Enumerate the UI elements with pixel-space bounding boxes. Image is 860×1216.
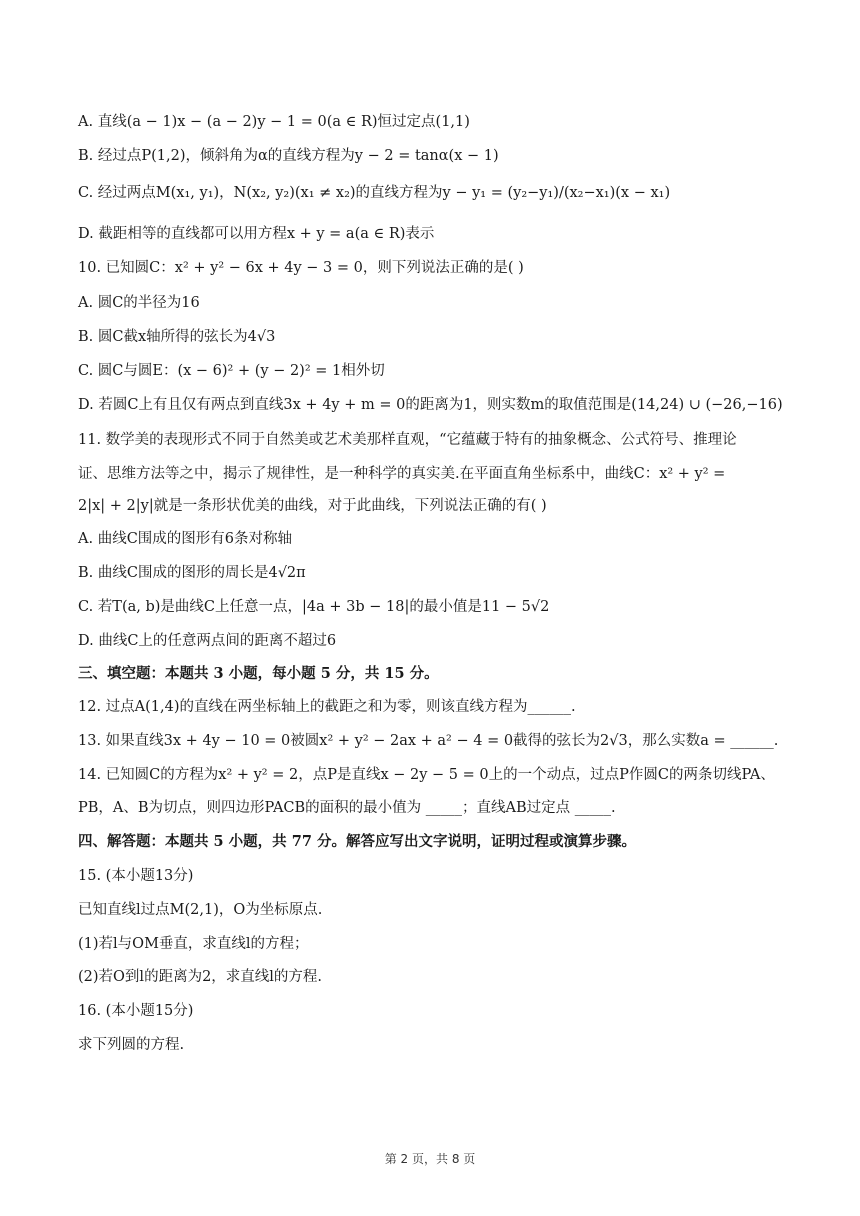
option-10b: B. 圆C截x轴所得的弦长为4√3: [78, 329, 276, 345]
question-13: 13. 如果直线3x + 4y − 10 = 0被圆x² + y² − 2ax + a² − 4 = 0截得的弦长为2√3，那么实数a = ______.: [78, 733, 779, 749]
question-10: 10. 已知圆C：x² + y² − 6x + 4y − 3 = 0，则下列说法正确的是( ): [78, 260, 524, 276]
question-15-part-1: (1)若l与OM垂直，求直线l的方程；: [78, 936, 309, 952]
option-10a: A. 圆C的半径为16: [78, 295, 200, 311]
question-11-line-2: 证、思维方法等之中，揭示了规律性，是一种科学的真实美.在平面直角坐标系中，曲线C：x² + y² =: [78, 466, 726, 482]
question-14-line-2: PB，A、B为切点，则四边形PACB的面积的最小值为 _____；直线AB过定点 _____.: [78, 800, 616, 816]
question-15-stem: 已知直线l过点M(2,1)，O为坐标原点.: [78, 902, 323, 918]
section-4-heading: 四、解答题：本题共 5 小题，共 77 分。解答应写出文字说明，证明过程或演算步骤。: [78, 833, 636, 850]
option-9a: A. 直线(a − 1)x − (a − 2)y − 1 = 0(a ∈ R)恒过定点(1,1): [78, 114, 470, 130]
option-11a: A. 曲线C围成的图形有6条对称轴: [78, 531, 293, 547]
question-15-part-2: (2)若O到l的距离为2，求直线l的方程.: [78, 969, 323, 985]
option-11b: B. 曲线C围成的图形的周长是4√2π: [78, 565, 306, 581]
question-16-stem: 求下列圆的方程.: [78, 1037, 185, 1053]
question-11-line-3: 2|x| + 2|y|就是一条形状优美的曲线，对于此曲线，下列说法正确的有( ): [78, 498, 547, 514]
option-10c: C. 圆C与圆E：(x − 6)² + (y − 2)² = 1相外切: [78, 363, 385, 379]
question-15-title: 15. (本小题13分): [78, 868, 194, 884]
question-14-line-1: 14. 已知圆C的方程为x² + y² = 2，点P是直线x − 2y − 5 = 0上的一个动点，过点P作圆C的两条切线PA、: [78, 767, 775, 783]
option-9b: B. 经过点P(1,2)，倾斜角为α的直线方程为y − 2 = tanα(x − 1): [78, 148, 499, 164]
question-16-title: 16. (本小题15分): [78, 1003, 194, 1019]
question-12: 12. 过点A(1,4)的直线在两坐标轴上的截距之和为零，则该直线方程为______.: [78, 699, 576, 715]
section-3-heading: 三、填空题：本题共 3 小题，每小题 5 分，共 15 分。: [78, 665, 439, 682]
option-11d: D. 曲线C上的任意两点间的距离不超过6: [78, 633, 337, 649]
question-11-line-1: 11. 数学美的表现形式不同于自然美或艺术美那样直观，“它蕴藏于特有的抽象概念、公式符号、推理论: [78, 432, 737, 448]
page-footer: 第 2 页，共 8 页: [384, 1152, 476, 1166]
option-9c: C. 经过两点M(x₁, y₁)，N(x₂, y₂)(x₁ ≠ x₂)的直线方程为y − y₁ = (y₂−y₁)/(x₂−x₁)(x − x₁): [78, 185, 671, 201]
option-11c: C. 若T(a, b)是曲线C上任意一点，|4a + 3b − 18|的最小值是11 − 5√2: [78, 599, 550, 615]
option-9d: D. 截距相等的直线都可以用方程x + y = a(a ∈ R)表示: [78, 226, 435, 242]
option-10d: D. 若圆C上有且仅有两点到直线3x + 4y + m = 0的距离为1，则实数m的取值范围是(14,24) ∪ (−26,−16): [78, 397, 783, 413]
